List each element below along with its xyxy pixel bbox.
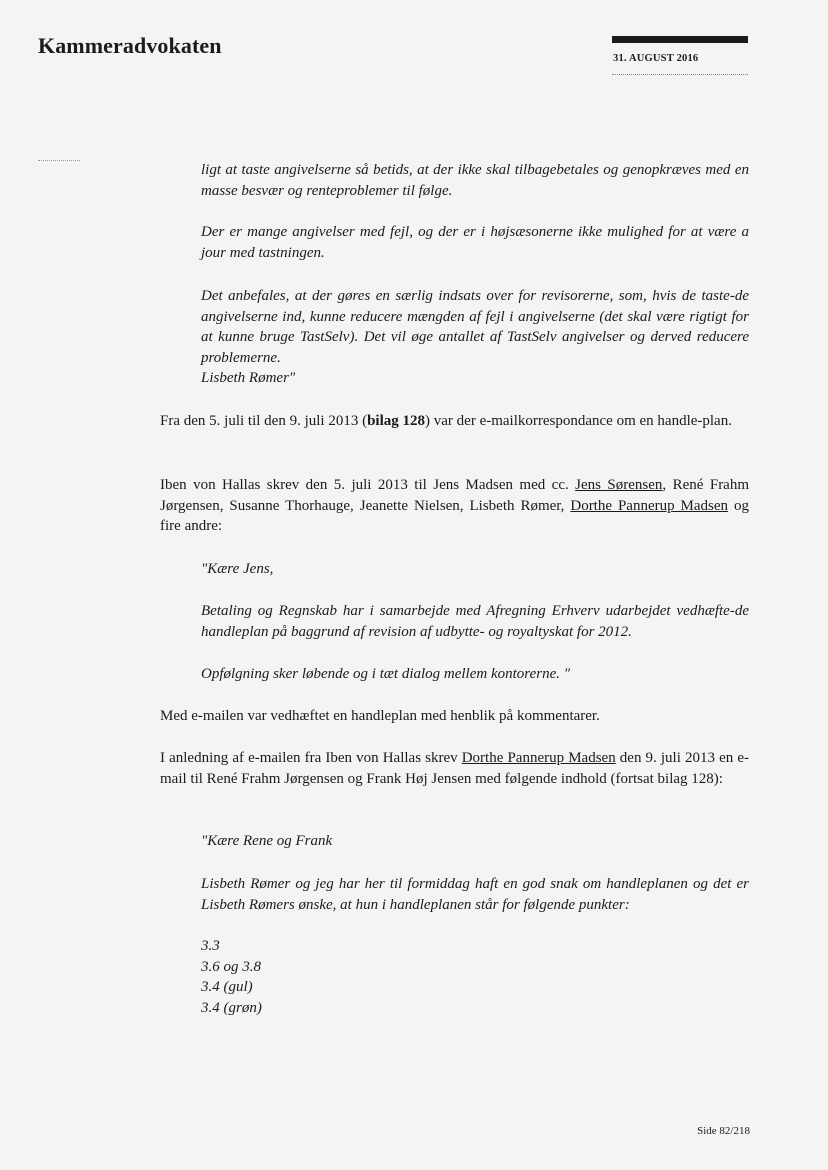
quote-paragraph: Lisbeth Rømer og jeg har her til formiddag haft en god snak om handleplanen og det er Lisbeth Rømers ønske, at hun i handleplanen står for følgende punkter:: [201, 876, 749, 913]
text-run: Fra den 5. juli til den 9. juli 2013 (: [160, 413, 368, 429]
quote-continuation: ligt at taste angivelserne så betids, at der ikke skal tilbagebetales og genopkræves med en masse besvær og renteproblemer til følge.: [201, 162, 749, 199]
page-number: Side 82/218: [697, 1125, 750, 1137]
person-name-underlined: Dorthe Pannerup Madsen: [461, 750, 616, 766]
quote-greeting: "Kære Rene og Frank: [201, 833, 333, 849]
bilag-reference: bilag 128: [367, 413, 426, 429]
quote-greeting: "Kære Jens,: [201, 561, 274, 577]
person-name-underlined: Jens Sørensen: [575, 477, 663, 493]
margin-divider: [38, 160, 80, 161]
document-date: 31. AUGUST 2016: [613, 53, 699, 64]
text-run: og fire andre:: [160, 497, 749, 534]
list-item: 3.3: [201, 938, 220, 954]
text-run: , René Frahm Jørgensen, Susanne Thorhauge, Jeanette Nielsen, Lisbeth Rømer,: [160, 477, 750, 514]
text-run: I anledning af e-mailen fra Iben von Hallas skrev: [160, 750, 462, 766]
body-paragraph: [160, 411, 749, 432]
text-run: den 9. juli 2013 en e-mail til René Frahm Jørgensen og Frank Høj Jensen med følgende indhold (fortsat bilag 128):: [160, 750, 749, 787]
quote-paragraph: Betaling og Regnskab har i samarbejde med Afregning Erhverv udarbejdet vedhæfte-de handleplan på baggrund af revision af udbytte- og royaltyskat for 2012.: [201, 603, 749, 640]
quote-paragraph: Opfølgning sker løbende og i tæt dialog mellem kontorerne. ": [201, 666, 571, 682]
brand-title: Kammeradvokaten: [38, 33, 222, 58]
body-paragraph: [160, 475, 749, 537]
point-list: [160, 936, 749, 1018]
quote-signature: Lisbeth Rømer": [201, 370, 296, 386]
person-name-underlined: Dorthe Pannerup Madsen: [570, 497, 729, 514]
text-run: ) var der e-mailkorrespondance om en handle-plan.: [425, 413, 732, 429]
body-paragraph: Med e-mailen var vedhæftet en handleplan med henblik på kommentarer.: [160, 708, 600, 724]
quote-paragraph: Der er mange angivelser med fejl, og der er i højsæsonerne ikke mulighed for at være a jour med tastningen.: [201, 224, 749, 261]
header-bar: [612, 36, 748, 43]
list-item: 3.4 (grøn): [201, 999, 262, 1016]
body-paragraph: [160, 748, 749, 789]
date-divider: [612, 74, 748, 75]
text-run: Iben von Hallas skrev den 5. juli 2013 til Jens Madsen med cc.: [160, 477, 576, 493]
quote-paragraph: Det anbefales, at der gøres en særlig indsats over for revisorerne, som, hvis de taste-de angivelserne ind, kunne reducere mængden af fejl i angivelserne (det skal være rigtigt for at kunne bruge TastSelv). Det vil øge antallet af TastSelv angivelser og derved reducere problemerne.: [201, 288, 749, 366]
list-item: 3.6 og 3.8: [201, 958, 261, 975]
list-item: 3.4 (gul): [201, 979, 253, 995]
